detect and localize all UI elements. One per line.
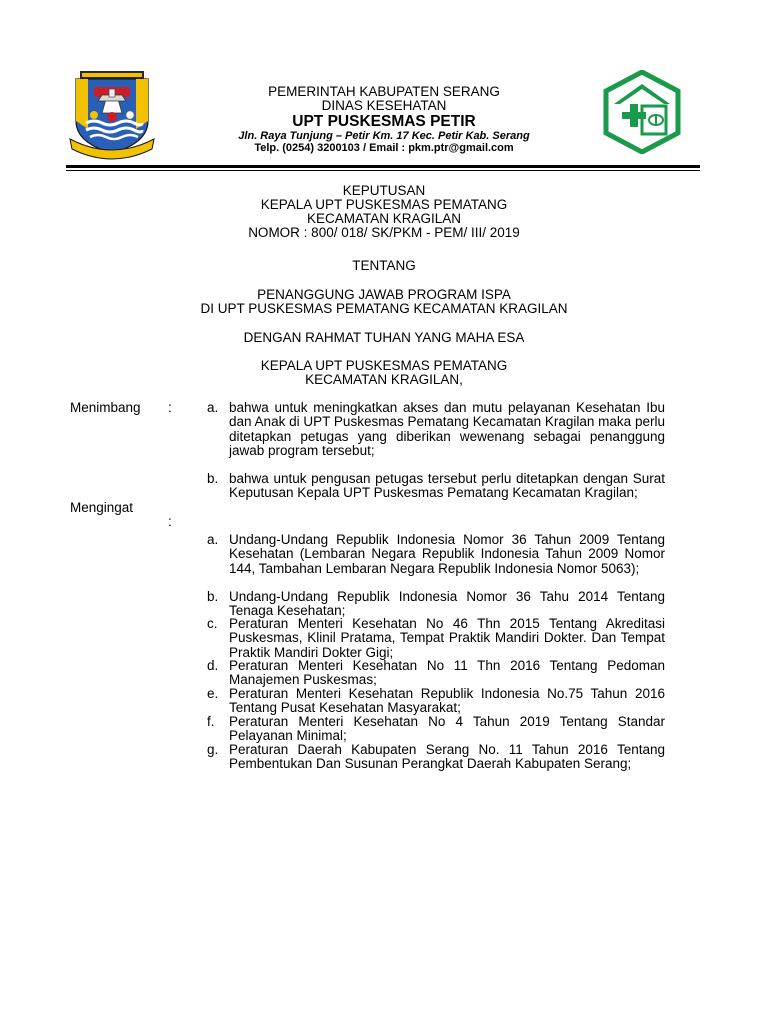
item-text: Peraturan Daerah Kabupaten Serang No. 11 Tahun 2016 Tentang Pembentukan Dan Susunan Perangkat Daerah Kabupaten Serang;	[229, 742, 665, 772]
contact-line: Telp. (0254) 3200103 / Email : pkm.ptr@gmail.com	[254, 142, 514, 154]
menimbang-colon: :	[168, 400, 172, 415]
mengingat-item	[207, 715, 665, 744]
puskesmas-logo	[600, 70, 684, 154]
menimbang-item	[207, 401, 665, 459]
tentang-heading: TENTANG	[352, 258, 416, 273]
kepala-line-1: KEPALA UPT PUSKESMAS PEMATANG	[260, 358, 508, 373]
department-line: DINAS KESEHATAN	[321, 98, 447, 113]
item-marker: b.	[207, 471, 219, 486]
subject-line-1: PENANGGUNG JAWAB PROGRAM ISPA	[257, 287, 511, 302]
item-text: Peraturan Menteri Kesehatan Republik Indonesia No.75 Tahun 2016 Tentang Pusat Kesehatan Masyarakat;	[229, 686, 665, 716]
item-marker: d.	[207, 658, 219, 673]
item-text: Peraturan Menteri Kesehatan No 11 Thn 2016 Tentang Pedoman Manajemen Puskesmas;	[229, 658, 665, 688]
title-kepala: KEPALA UPT PUSKESMAS PEMATANG	[260, 197, 508, 212]
menimbang-item	[207, 472, 665, 501]
title-kecamatan: KECAMATAN KRAGILAN	[306, 211, 462, 226]
mengingat-item	[207, 687, 665, 716]
mengingat-item	[207, 590, 665, 619]
mengingat-label: Mengingat	[70, 500, 134, 515]
mengingat-item	[207, 659, 665, 688]
mengingat-item	[207, 533, 665, 576]
item-marker: c.	[207, 616, 218, 631]
item-text: bahwa untuk meningkatkan akses dan mutu pelayanan Kesehatan Ibu dan Anak di UPT Puskesmas Pematang Kecamatan Kragilan maka perlu ditetapkan petugas yang diberikan wewenang sebagai penanggung jawab program tersebut;	[229, 400, 665, 459]
item-text: Peraturan Menteri Kesehatan No 4 Tahun 2019 Tentang Standar Pelayanan Minimal;	[229, 714, 665, 744]
item-marker: b.	[207, 589, 219, 604]
letterhead-rule-thick	[66, 165, 700, 168]
puskesmas-logo-icon	[600, 70, 684, 154]
subject-line-2: DI UPT PUSKESMAS PEMATANG KECAMATAN KRAGILAN	[200, 301, 568, 316]
government-line: PEMERINTAH KABUPATEN SERANG	[268, 84, 500, 99]
title-keputusan: KEPUTUSAN	[342, 183, 426, 198]
rahmat-line: DENGAN RAHMAT TUHAN YANG MAHA ESA	[243, 330, 525, 345]
item-marker: a.	[207, 532, 219, 547]
kepala-line-2: KECAMATAN KRAGILAN,	[305, 372, 463, 387]
organization-name: UPT PUSKESMAS PETIR	[292, 113, 476, 130]
mengingat-item	[207, 743, 665, 772]
item-text: Undang-Undang Republik Indonesia Nomor 36 Tahu 2014 Tentang Tenaga Kesehatan;	[229, 589, 665, 619]
item-text: Undang-Undang Republik Indonesia Nomor 36 Tahun 2009 Tentang Kesehatan (Lembaran Negara Republik Indonesia Tahun 2009 Nomor 144, Tambahan Lembaran Negara Republik Indonesia Nomor 5063);	[229, 532, 665, 576]
mengingat-colon: :	[168, 514, 172, 529]
mengingat-item	[207, 617, 665, 660]
letterhead-rule-thin	[66, 170, 700, 171]
item-text: Peraturan Menteri Kesehatan No 46 Thn 2015 Tentang Akreditasi Puskesmas, Klinil Pratama, Tempat Praktik Mandiri Dokter. Dan Tempat Praktik Mandiri Dokter Gigi;	[229, 616, 665, 660]
item-marker: a.	[207, 400, 219, 415]
item-marker: f.	[207, 714, 215, 729]
address-line: Jln. Raya Tunjung – Petir Km. 17 Kec. Petir Kab. Serang	[238, 130, 530, 142]
item-marker: e.	[207, 686, 219, 701]
menimbang-label: Menimbang	[70, 400, 141, 415]
item-marker: g.	[207, 742, 219, 757]
item-text: bahwa untuk pengusan petugas tersebut perlu ditetapkan dengan Surat Keputusan Kepala UPT Puskesmas Pematang Kecamatan Kragilan;	[229, 471, 665, 501]
decree-number: NOMOR : 800/ 018/ SK/PKM - PEM/ III/ 2019	[248, 225, 520, 240]
